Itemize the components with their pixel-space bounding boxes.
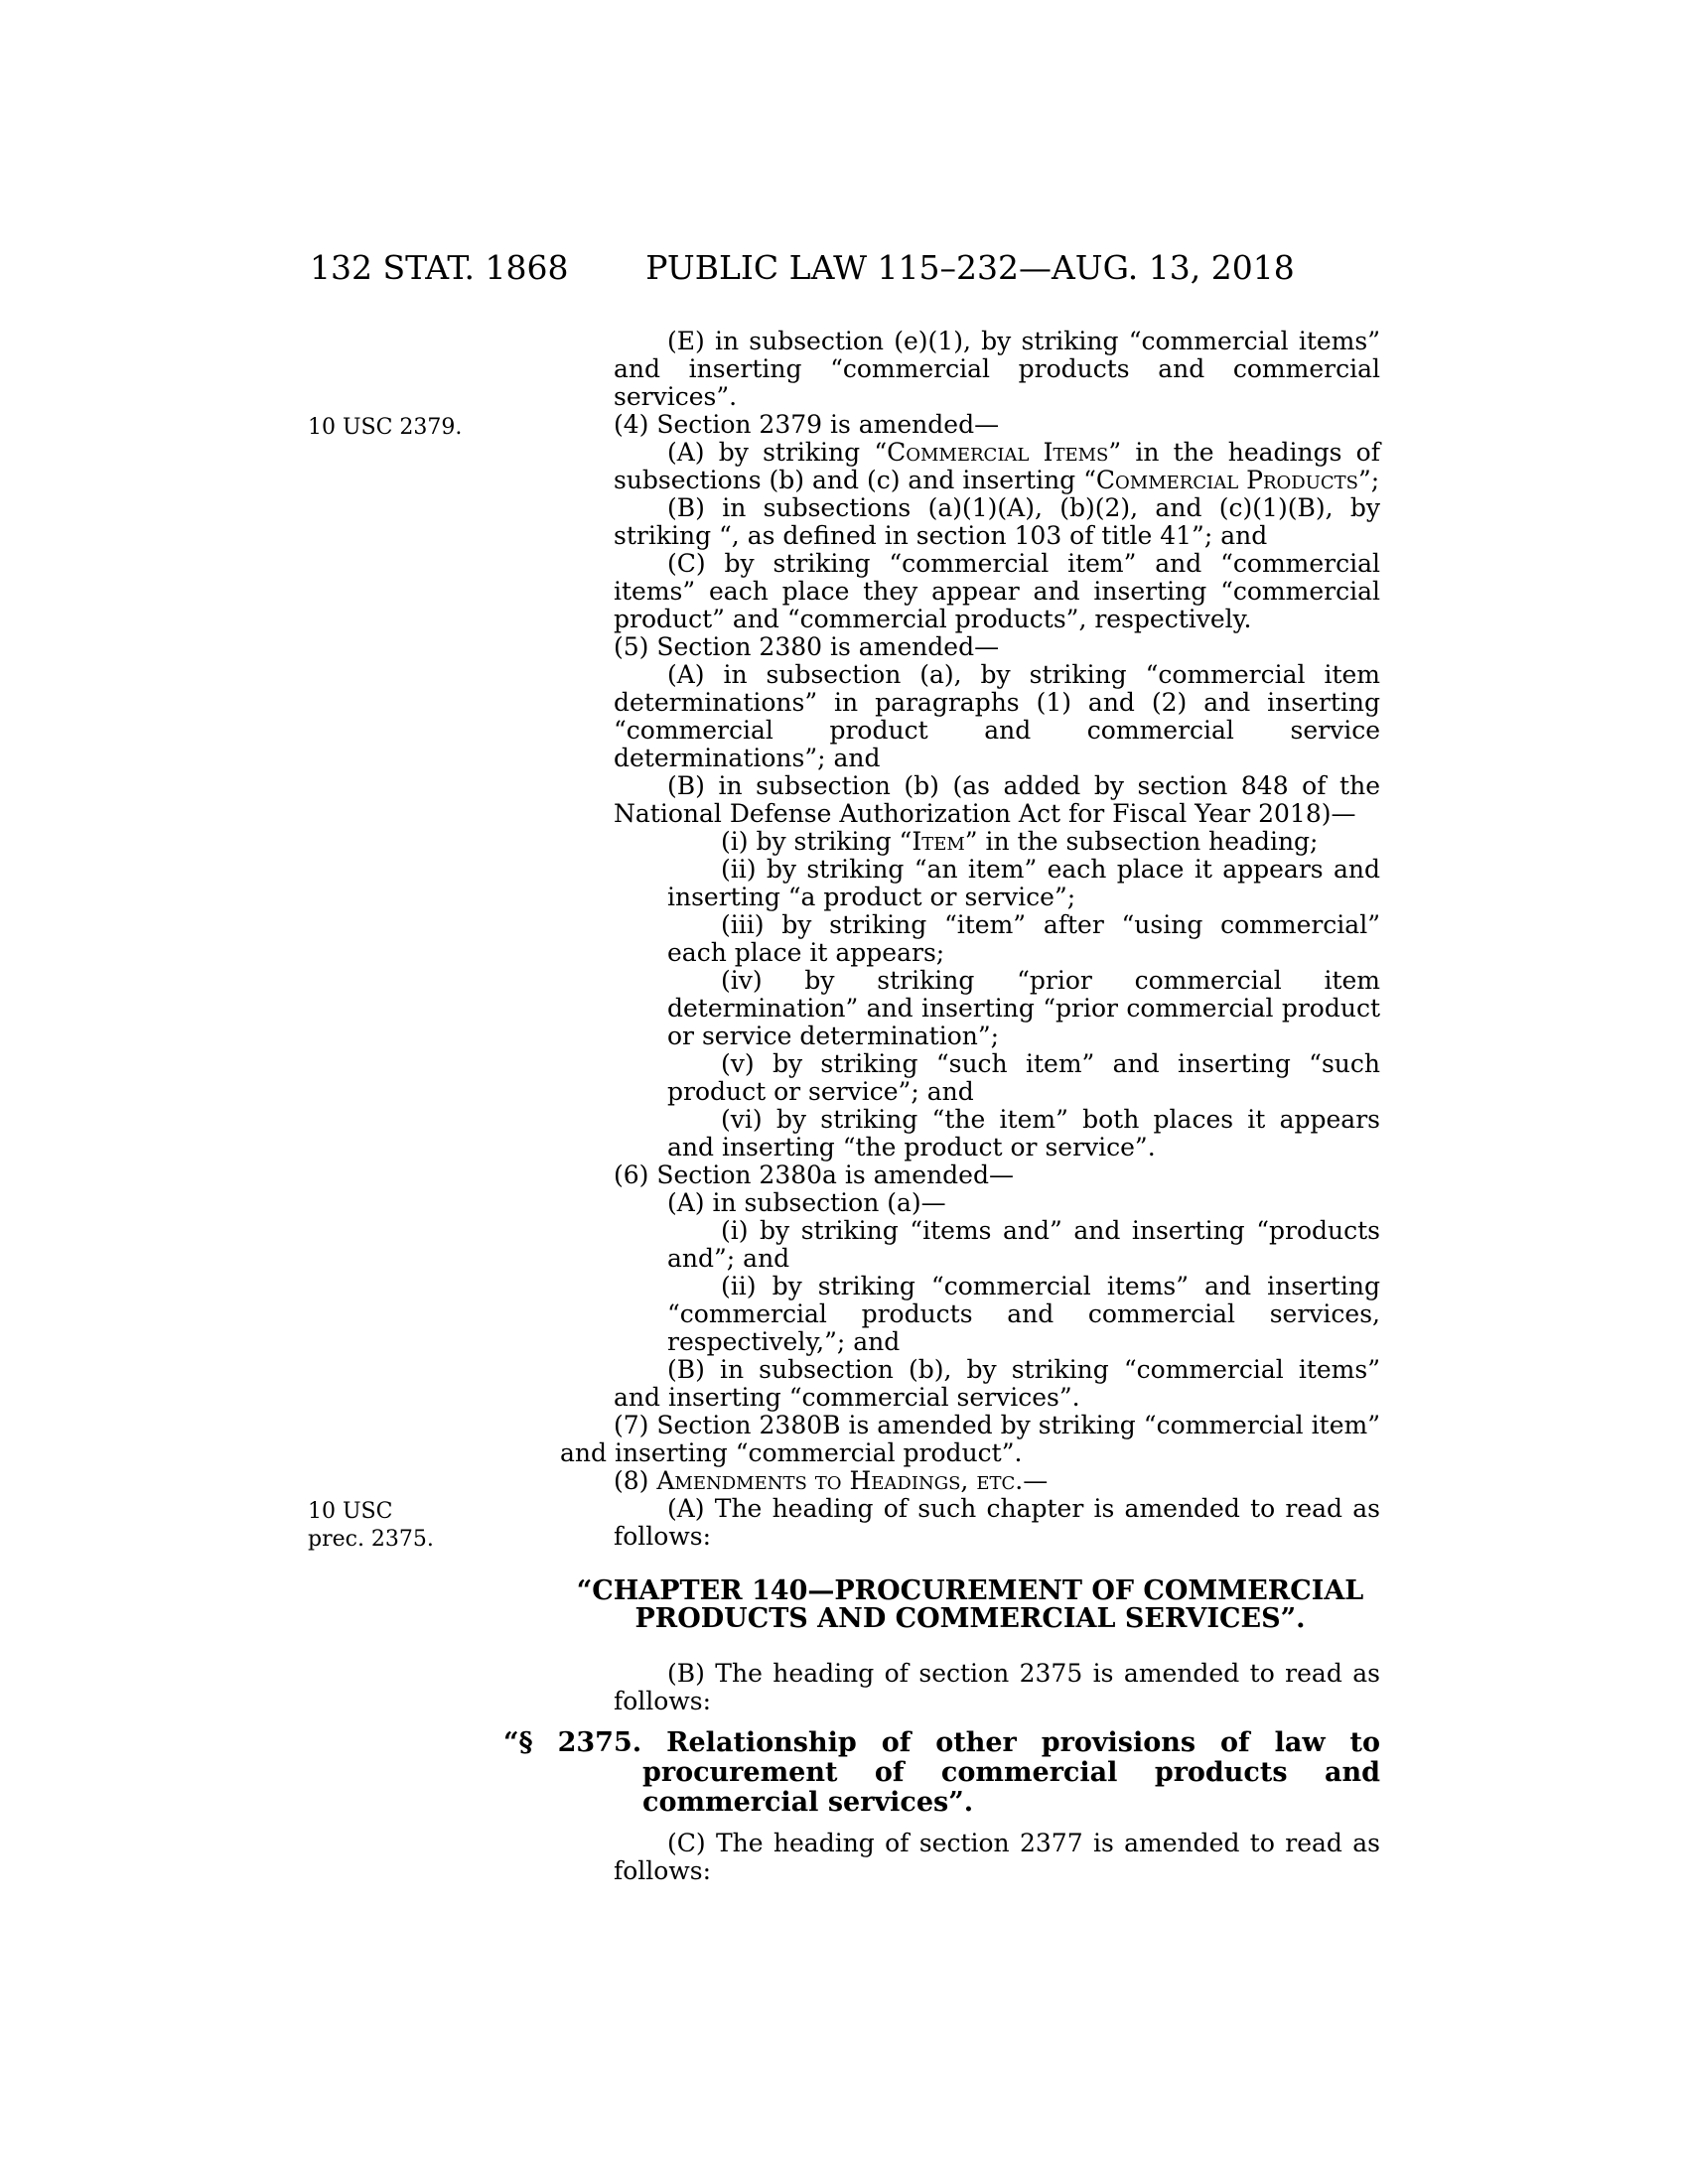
- text-run: (v) by striking “such item” and inserting “such product or service”; and: [667, 1049, 1380, 1106]
- statute-paragraph: [560, 772, 1380, 828]
- text-run: (B) in subsection (b) (as added by section 848 of the National Defense Authorization Act for Fiscal Year 2018)—: [614, 771, 1380, 828]
- text-run: (ii) by striking “commercial items” and inserting “commercial products and commercial services, respectively,”; and: [667, 1272, 1380, 1356]
- text-run: (C) The heading of section 2377 is amended to read as follows:: [614, 1829, 1380, 1885]
- margin-note: 10 USC prec. 2375.: [308, 1499, 434, 1552]
- statute-paragraph: [560, 1830, 1380, 1885]
- statute-paragraph: [560, 494, 1380, 550]
- small-caps-text: Amendments to Headings, etc.: [656, 1466, 1024, 1495]
- chapter-heading: “CHAPTER 140—PROCUREMENT OF COMMERCIAL PRODUCTS AND COMMERCIAL SERVICES”.: [576, 1575, 1364, 1634]
- statute-paragraph: [560, 856, 1380, 911]
- text-run: (7) Section 2380B is amended by striking “commercial item” and inserting “commercial product”.: [560, 1411, 1380, 1467]
- margin-note: 10 USC 2379.: [308, 415, 463, 440]
- statute-paragraph: [560, 1050, 1380, 1106]
- text-run: (vi) by striking “the item” both places it appears and inserting “the product or service”.: [667, 1105, 1380, 1161]
- text-run: (5) Section 2380 is amended—: [614, 632, 1000, 661]
- text-run: ” in the subsection heading;: [964, 827, 1319, 856]
- statute-paragraph: [308, 410, 1380, 440]
- text-run: (A) in subsection (a), by striking “commercial item determinations” in paragraphs (1) and (2) and inserting “commercial product and commercial service determinations”; and: [614, 660, 1380, 772]
- text-run: (ii) by striking “an item” each place it appears and inserting “a product or service”;: [667, 855, 1380, 911]
- statute-paragraph: [560, 439, 1380, 494]
- text-run: (iii) by striking “item” after “using commercial” each place it appears;: [667, 910, 1380, 967]
- statute-body: [308, 327, 1380, 1885]
- statute-paragraph: [560, 633, 1380, 661]
- text-run: (iv) by striking “prior commercial item determination” and inserting “prior commercial product or service determination”;: [667, 966, 1380, 1050]
- text-run: (B) in subsections (a)(1)(A), (b)(2), and (c)(1)(B), by striking “, as defined in section 103 of title 41”; and: [614, 493, 1380, 550]
- statute-paragraph: [308, 1494, 1380, 1552]
- text-run: (i) by striking “: [721, 827, 913, 856]
- text-run: (A) The heading of such chapter is amended to read as follows:: [614, 1494, 1380, 1551]
- text-run: (C) by striking “commercial item” and “commercial items” each place they appear and inserting “commercial product” and “commercial products”, respectively.: [614, 549, 1380, 633]
- statute-paragraph: [560, 1467, 1380, 1495]
- text-run: (i) by striking “items and” and inserting “products and”; and: [667, 1216, 1380, 1273]
- statute-paragraph: [560, 911, 1380, 967]
- statute-paragraph: [560, 1217, 1380, 1273]
- text-run: (6) Section 2380a is amended—: [614, 1160, 1014, 1189]
- statute-paragraph: [560, 1161, 1380, 1189]
- text-run: —: [1023, 1466, 1049, 1495]
- public-law-running-head: PUBLIC LAW 115–232—AUG. 13, 2018: [645, 248, 1295, 287]
- small-caps-text: Commercial Items: [887, 438, 1109, 467]
- section-heading: “§ 2375. Relationship of other provisions of law to procurement of commercial products and commercial services”.: [503, 1727, 1380, 1818]
- statute-paragraph: [560, 967, 1380, 1050]
- statute-paragraph: [560, 1106, 1380, 1161]
- text-run: (A) by striking “: [667, 438, 888, 467]
- text-run: ” in the headings of subsections (b) and (c) and inserting “: [614, 438, 1380, 494]
- statute-paragraph: [560, 328, 1380, 411]
- statute-paragraph: [560, 1189, 1380, 1217]
- statute-paragraph: [560, 1660, 1380, 1715]
- text-run: (B) The heading of section 2375 is amended to read as follows:: [614, 1659, 1380, 1715]
- text-run: (4) Section 2379 is amended—: [614, 410, 1000, 439]
- statute-paragraph: [560, 661, 1380, 772]
- small-caps-text: Commercial Products: [1095, 466, 1358, 494]
- statute-paragraph: [560, 1356, 1380, 1412]
- stat-page-number: 132 STAT. 1868: [310, 248, 569, 287]
- text-run: (B) in subsection (b), by striking “commercial items” and inserting “commercial services”.: [614, 1355, 1380, 1412]
- text-run: (E) in subsection (e)(1), by striking “commercial items” and inserting “commercial products and commercial services”.: [614, 327, 1380, 411]
- small-caps-text: Item: [912, 827, 965, 856]
- statute-paragraph: [560, 1273, 1380, 1356]
- text-run: ”;: [1357, 466, 1380, 494]
- statute-paragraph: [560, 828, 1380, 856]
- statute-paragraph: [560, 1412, 1380, 1467]
- text-run: (8): [614, 1466, 657, 1495]
- statute-paragraph: [560, 550, 1380, 633]
- text-run: (A) in subsection (a)—: [667, 1188, 946, 1217]
